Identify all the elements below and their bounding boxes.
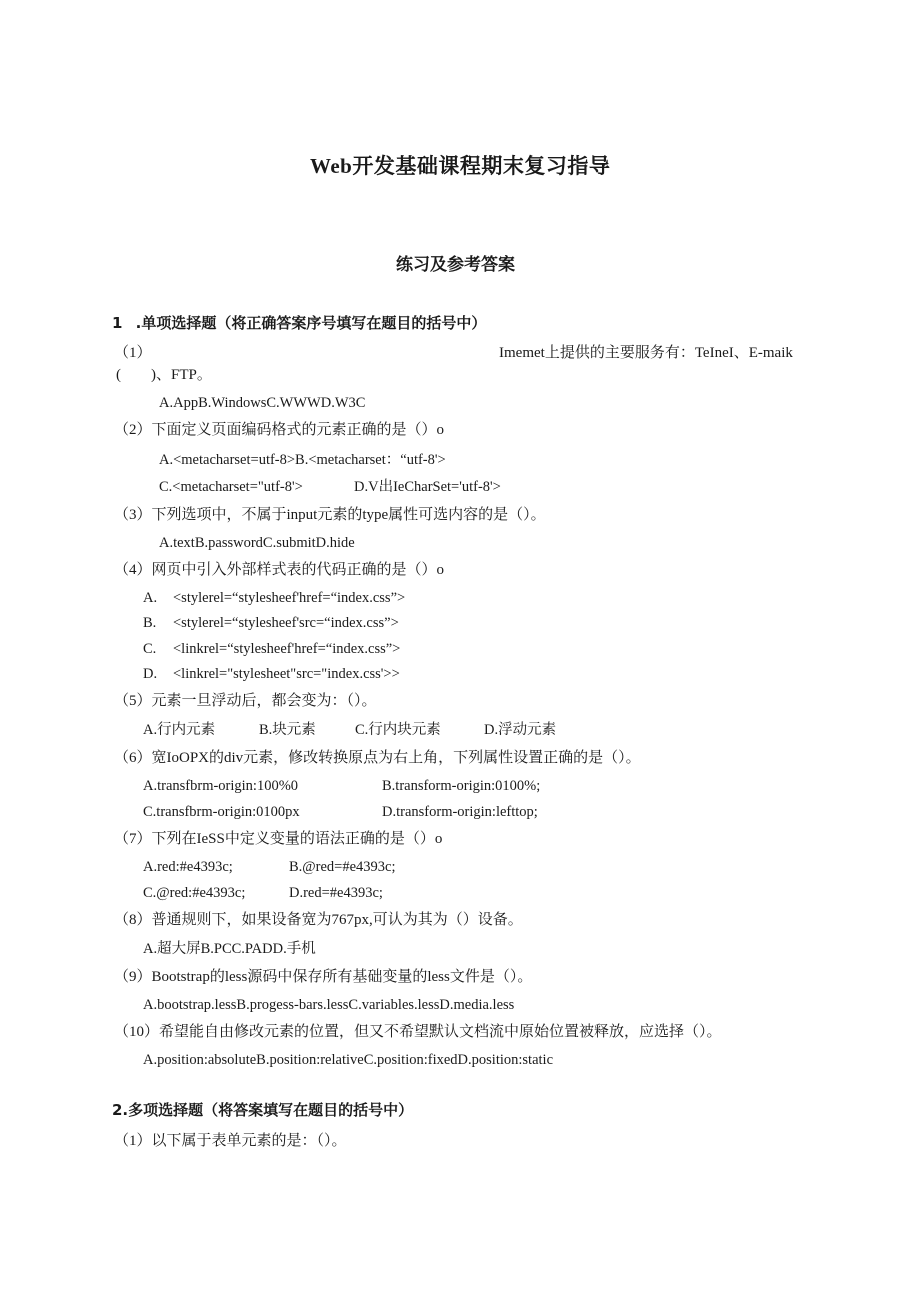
question-4-option-b: <stylerel=“stylesheef'src=“index.css”> bbox=[173, 615, 399, 631]
question-5-option-c: C.行内块元素 bbox=[355, 722, 441, 738]
question-4-option-b-label: B. bbox=[143, 615, 157, 631]
question-7-option-d: D.red=#e4393c; bbox=[289, 885, 383, 901]
question-3-text: （3）下列选项中，不属于input元素的type属性可选内容的是（）。 bbox=[114, 507, 546, 523]
question-9-text: （9）Bootstrap的less源码中保存所有基础变量的less文件是（）。 bbox=[114, 969, 533, 985]
question-7-option-b: B.@red=#e4393c; bbox=[289, 859, 396, 875]
question-5-option-b: B.块元素 bbox=[259, 722, 316, 738]
multi-question-1-text: （1）以下属于表单元素的是：（）。 bbox=[114, 1133, 347, 1149]
question-7-text: （7）下列在IeSS中定义变量的语法正确的是（）o bbox=[114, 831, 443, 847]
question-8-text: （8）普通规则下，如果设备宽为767px,可认为其为（）设备。 bbox=[114, 912, 523, 928]
question-6-option-b: B.transform-origin:0100%; bbox=[382, 778, 541, 794]
question-6-text: （6）宽IoOPX的div元素，修改转换原点为右上角，下列属性设置正确的是（）。 bbox=[114, 750, 641, 766]
question-8-options: A.超大屏B.PCC.PADD.手机 bbox=[143, 941, 316, 957]
question-7-option-c: C.@red:#e4393c; bbox=[143, 885, 246, 901]
question-1-text-continued: ( )、FTP。 bbox=[116, 367, 212, 383]
question-2-option-d: D.V出IeCharSet='utf-8'> bbox=[354, 479, 501, 495]
document-subtitle: 练习及参考答案 bbox=[396, 255, 515, 275]
question-1-options: A.AppB.WindowsC.WWWD.W3C bbox=[159, 395, 366, 411]
question-4-text: （4）网页中引入外部样式表的代码正确的是（）o bbox=[114, 562, 445, 578]
question-6-option-d: D.transform-origin:lefttop; bbox=[382, 804, 538, 820]
section-heading-single-choice bbox=[112, 316, 486, 331]
question-1-number: （1） bbox=[114, 345, 152, 361]
question-2-option-c: C.<metacharset="utf-8'> bbox=[159, 479, 303, 495]
question-4-option-d: <linkrel="stylesheet"src="index.css'>> bbox=[173, 666, 400, 682]
question-3-options: A.textB.passwordC.submitD.hide bbox=[159, 535, 355, 551]
question-6-option-c: C.transfbrm-origin:0100px bbox=[143, 804, 300, 820]
question-1-text: Imemet上提供的主要服务有：TeIneI、E-maik bbox=[499, 345, 793, 361]
question-5-option-a: A.行内元素 bbox=[143, 722, 216, 738]
document-title: Web开发基础课程期末复习指导 bbox=[310, 154, 611, 178]
question-4-option-d-label: D. bbox=[143, 666, 158, 682]
question-5-text: （5）元素一旦浮动后，都会变为：（）。 bbox=[114, 693, 377, 709]
question-7-option-a: A.red:#e4393c; bbox=[143, 859, 233, 875]
question-4-option-a-label: A. bbox=[143, 590, 158, 606]
question-2-options-ab: A.<metacharset=utf-8>B.<metacharset：“utf-8'> bbox=[159, 452, 446, 468]
question-4-option-c: <linkrel=“stylesheef'href=“index.css”> bbox=[173, 641, 401, 657]
question-10-options: A.position:absoluteB.position:relativeC.position:fixedD.position:static bbox=[143, 1052, 554, 1068]
section-title: .单项选择题（将正确答案序号填写在题目的括号中） bbox=[135, 314, 487, 332]
section-heading-multiple-choice: 2.多项选择题（将答案填写在题目的括号中） bbox=[112, 1101, 414, 1119]
question-6-option-a: A.transfbrm-origin:100%0 bbox=[143, 778, 299, 794]
question-5-option-d: D.浮动元素 bbox=[484, 722, 557, 738]
section-number: 1 bbox=[112, 314, 123, 332]
question-4-option-c-label: C. bbox=[143, 641, 157, 657]
question-2-text: （2）下面定义页面编码格式的元素正确的是（）o bbox=[114, 422, 445, 438]
question-10-text: （10）希望能自由修改元素的位置，但又不希望默认文档流中原始位置被释放，应选择（）。 bbox=[114, 1024, 722, 1040]
question-4-option-a: <stylerel=“stylesheef'href=“index.css”> bbox=[173, 590, 406, 606]
question-9-options: A.bootstrap.lessB.progess-bars.lessC.variables.lessD.media.less bbox=[143, 997, 515, 1013]
